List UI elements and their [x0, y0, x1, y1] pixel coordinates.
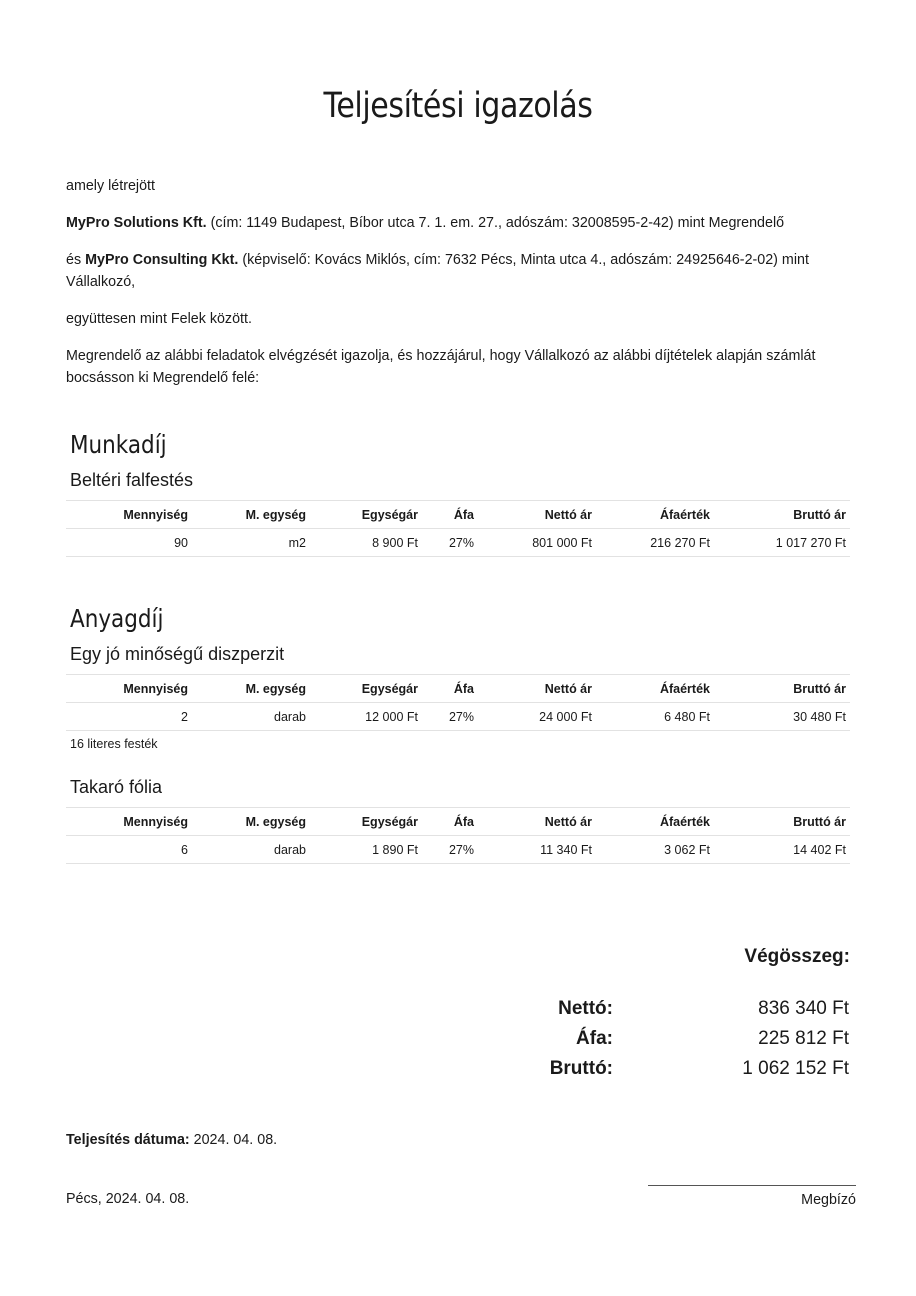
header-net: Nettó ár: [478, 501, 596, 529]
header-quantity: Mennyiség: [66, 808, 192, 836]
table-row: [66, 703, 850, 731]
signature-line: [648, 1185, 856, 1186]
cell-vat-amount: 216 270 Ft: [596, 529, 714, 557]
table-header-row: [66, 501, 850, 529]
header-vat-amount: Áfaérték: [596, 675, 714, 703]
header-vat-amount: Áfaérték: [596, 808, 714, 836]
header-net: Nettó ár: [478, 675, 596, 703]
cell-gross: 14 402 Ft: [714, 836, 850, 864]
header-gross: Bruttó ár: [714, 675, 850, 703]
cell-gross: 30 480 Ft: [714, 703, 850, 731]
party-customer: [66, 212, 850, 234]
header-unit-price: Egységár: [310, 501, 422, 529]
net-total-label: Nettó:: [558, 998, 613, 1019]
items-table: [66, 674, 850, 731]
header-unit-price: Egységár: [310, 675, 422, 703]
cell-quantity: 6: [66, 836, 192, 864]
cell-quantity: 90: [66, 529, 192, 557]
header-unit: M. egység: [192, 501, 310, 529]
item-title: Egy jó minőségű diszperzit: [70, 644, 285, 664]
cell-unit-price: 8 900 Ft: [310, 529, 422, 557]
cell-unit: m2: [192, 529, 310, 557]
cell-net: 11 340 Ft: [478, 836, 596, 864]
header-unit: M. egység: [192, 808, 310, 836]
cell-net: 801 000 Ft: [478, 529, 596, 557]
contractor-prefix: és: [66, 252, 86, 268]
cell-vat-amount: 3 062 Ft: [596, 836, 714, 864]
table-row: [66, 836, 850, 864]
items-table: [66, 500, 850, 557]
gross-total-value: 1 062 152 Ft: [742, 1058, 849, 1079]
header-vat: Áfa: [422, 501, 478, 529]
place-and-date: Pécs, 2024. 04. 08.: [66, 1191, 190, 1207]
header-net: Nettó ár: [478, 808, 596, 836]
header-vat: Áfa: [422, 675, 478, 703]
header-quantity: Mennyiség: [66, 675, 192, 703]
cell-unit-price: 1 890 Ft: [310, 836, 422, 864]
gross-total-label: Bruttó:: [549, 1058, 613, 1079]
header-unit-price: Egységár: [310, 808, 422, 836]
cell-unit-price: 12 000 Ft: [310, 703, 422, 731]
cell-net: 24 000 Ft: [478, 703, 596, 731]
header-gross: Bruttó ár: [714, 501, 850, 529]
contractor-name: MyPro Consulting Kkt.: [85, 252, 239, 268]
header-vat: Áfa: [422, 808, 478, 836]
header-vat-amount: Áfaérték: [596, 501, 714, 529]
cell-unit: darab: [192, 836, 310, 864]
statement-text: Megrendelő az alábbi feladatok elvégzését igazolja, és hozzájárul, hogy Vállalkozó az alábbi díjtételek alapján számlát bocsásson ki Megrendelő felé:: [66, 348, 816, 386]
completion-date-value: 2024. 04. 08.: [189, 1132, 278, 1148]
completion-date: [66, 1129, 850, 1151]
table-header-row: [66, 675, 850, 703]
cell-quantity: 2: [66, 703, 192, 731]
item-title: Takaró fólia: [70, 777, 163, 797]
section-title-material: Anyagdíj: [70, 604, 164, 633]
item-note: 16 literes festék: [70, 737, 158, 751]
cell-unit: darab: [192, 703, 310, 731]
header-unit: M. egység: [192, 675, 310, 703]
table-header-row: [66, 808, 850, 836]
header-quantity: Mennyiség: [66, 501, 192, 529]
item-title: Beltéri falfestés: [70, 470, 194, 490]
table-row: [66, 529, 850, 557]
cell-gross: 1 017 270 Ft: [714, 529, 850, 557]
items-table: [66, 807, 850, 864]
completion-date-label: Teljesítés dátuma:: [66, 1132, 190, 1148]
vat-total-label: Áfa:: [576, 1028, 613, 1049]
totals-heading: Végösszeg:: [744, 946, 850, 967]
contractor-details: (képviselő: Kovács Miklós, cím: 7632 Pécs, Minta utca 4., adószám: 24925646-2-02) mint Vállalkozó,: [66, 252, 809, 290]
customer-name: MyPro Solutions Kft.: [66, 215, 207, 231]
intro-line: amely létrejött: [66, 178, 155, 194]
cell-vat: 27%: [422, 529, 478, 557]
vat-total-value: 225 812 Ft: [758, 1028, 849, 1049]
parties-together: együttesen mint Felek között.: [66, 311, 252, 327]
cell-vat: 27%: [422, 703, 478, 731]
customer-details: (cím: 1149 Budapest, Bíbor utca 7. 1. em. 27., adószám: 32008595-2-42) mint Megrendelő: [206, 215, 785, 231]
party-contractor: [66, 249, 850, 293]
page-title: Teljesítési igazolás: [323, 86, 593, 126]
net-total-value: 836 340 Ft: [758, 998, 849, 1019]
section-title-labor: Munkadíj: [70, 430, 167, 459]
cell-vat: 27%: [422, 836, 478, 864]
cell-vat-amount: 6 480 Ft: [596, 703, 714, 731]
header-gross: Bruttó ár: [714, 808, 850, 836]
signature-label: Megbízó: [801, 1192, 856, 1208]
